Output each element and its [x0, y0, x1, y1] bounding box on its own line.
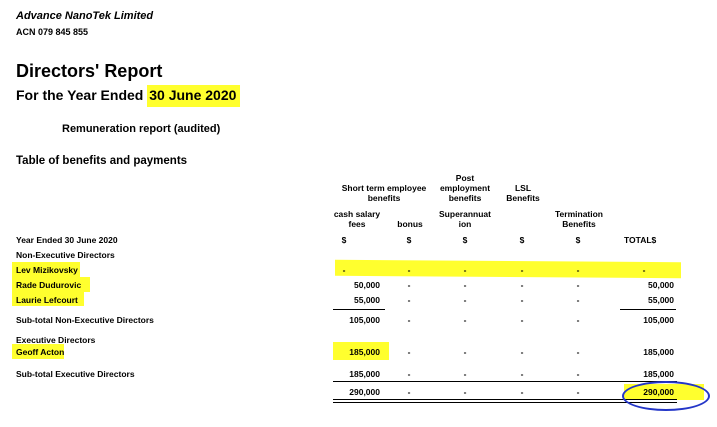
- subtitle-prefix: For the Year Ended: [16, 87, 148, 103]
- subtotal-bonus: -: [407, 315, 411, 325]
- unit-lsl: $: [519, 235, 525, 245]
- exec-heading: Executive Directors: [16, 335, 96, 345]
- report-subtitle: [16, 87, 240, 103]
- col-total: TOTAL$: [624, 235, 657, 245]
- cell-bonus: -: [407, 347, 411, 357]
- cell-cash: 50,000: [354, 280, 380, 290]
- subtotal-bonus: -: [407, 369, 411, 379]
- cell-super: -: [463, 347, 467, 357]
- rule-grand-top: [333, 381, 677, 382]
- col-group-lsl: LSL Benefits: [506, 183, 540, 203]
- director-name: Lev Mizikovsky: [16, 265, 78, 275]
- cell-super: -: [463, 295, 467, 305]
- report-title: Directors' Report: [16, 61, 163, 81]
- non-exec-subtotal-label: Sub-total Non-Executive Directors: [16, 315, 154, 325]
- subtotal-super: -: [463, 315, 467, 325]
- year-label: Year Ended 30 June 2020: [16, 235, 118, 245]
- cell-lsl: -: [520, 280, 524, 290]
- grand-total-bonus: -: [407, 387, 411, 397]
- cell-termination: -: [576, 347, 580, 357]
- cell-total: 55,000: [648, 295, 674, 305]
- cell-cash: -: [342, 265, 346, 275]
- col-bonus: bonus: [397, 219, 423, 229]
- cell-bonus: -: [407, 295, 411, 305]
- subtotal-lsl: -: [520, 315, 524, 325]
- rule-total-subtotal: [620, 309, 676, 310]
- cell-total: 50,000: [648, 280, 674, 290]
- col-termination: Termination Benefits: [554, 209, 603, 229]
- subtotal-cash: 105,000: [349, 315, 380, 325]
- col-cash: cash salary fees: [333, 209, 381, 229]
- cell-termination: -: [576, 295, 580, 305]
- subtotal-lsl: -: [520, 369, 524, 379]
- subtotal-cash: 185,000: [349, 369, 380, 379]
- grand-total-super: -: [463, 387, 467, 397]
- subtotal-total: 105,000: [643, 315, 674, 325]
- cell-lsl: -: [520, 265, 524, 275]
- cell-termination: -: [576, 280, 580, 290]
- cell-bonus: -: [407, 265, 411, 275]
- col-group-post-employment: Post employment benefits: [439, 173, 491, 203]
- unit-termination: $: [575, 235, 581, 245]
- acn-number: ACN 079 845 855: [16, 27, 89, 37]
- director-name: Rade Dudurovic: [16, 280, 82, 290]
- subtotal-super: -: [463, 369, 467, 379]
- subtotal-termination: -: [576, 315, 580, 325]
- cell-super: -: [463, 280, 467, 290]
- cell-lsl: -: [520, 295, 524, 305]
- exec-subtotal-label: Sub-total Executive Directors: [16, 369, 135, 379]
- unit-cash: $: [341, 235, 347, 245]
- cell-termination: -: [576, 265, 580, 275]
- unit-bonus: $: [406, 235, 412, 245]
- director-name: Geoff Acton: [16, 347, 65, 357]
- unit-super: $: [462, 235, 468, 245]
- cell-bonus: -: [407, 280, 411, 290]
- subtitle-date-highlighted: 30 June 2020: [147, 85, 240, 107]
- cell-total: 185,000: [643, 347, 674, 357]
- subtotal-total: 185,000: [643, 369, 674, 379]
- pen-circle-annotation: [622, 381, 710, 411]
- cell-cash: 55,000: [354, 295, 380, 305]
- cell-super: -: [463, 265, 467, 275]
- director-name: Laurie Lefcourt: [16, 295, 78, 305]
- grand-total-lsl: -: [520, 387, 524, 397]
- col-group-short-term: Short term employee benefits: [341, 183, 427, 203]
- rule-cash-subtotal: [333, 309, 385, 310]
- cell-lsl: -: [520, 347, 524, 357]
- col-superannuation: Superannuat ion: [439, 209, 491, 229]
- grand-total-total: 290,000: [643, 387, 674, 397]
- subtotal-termination: -: [576, 369, 580, 379]
- table-title: Table of benefits and payments: [16, 155, 188, 167]
- non-exec-heading: Non-Executive Directors: [16, 250, 115, 260]
- highlight-band-row1: [335, 260, 681, 278]
- section-heading: Remuneration report (audited): [62, 123, 221, 135]
- grand-total-cash: 290,000: [349, 387, 380, 397]
- cell-total: -: [642, 265, 646, 275]
- grand-total-termination: -: [576, 387, 580, 397]
- cell-cash: 185,000: [349, 347, 380, 357]
- company-name: Advance NanoTek Limited: [16, 10, 154, 22]
